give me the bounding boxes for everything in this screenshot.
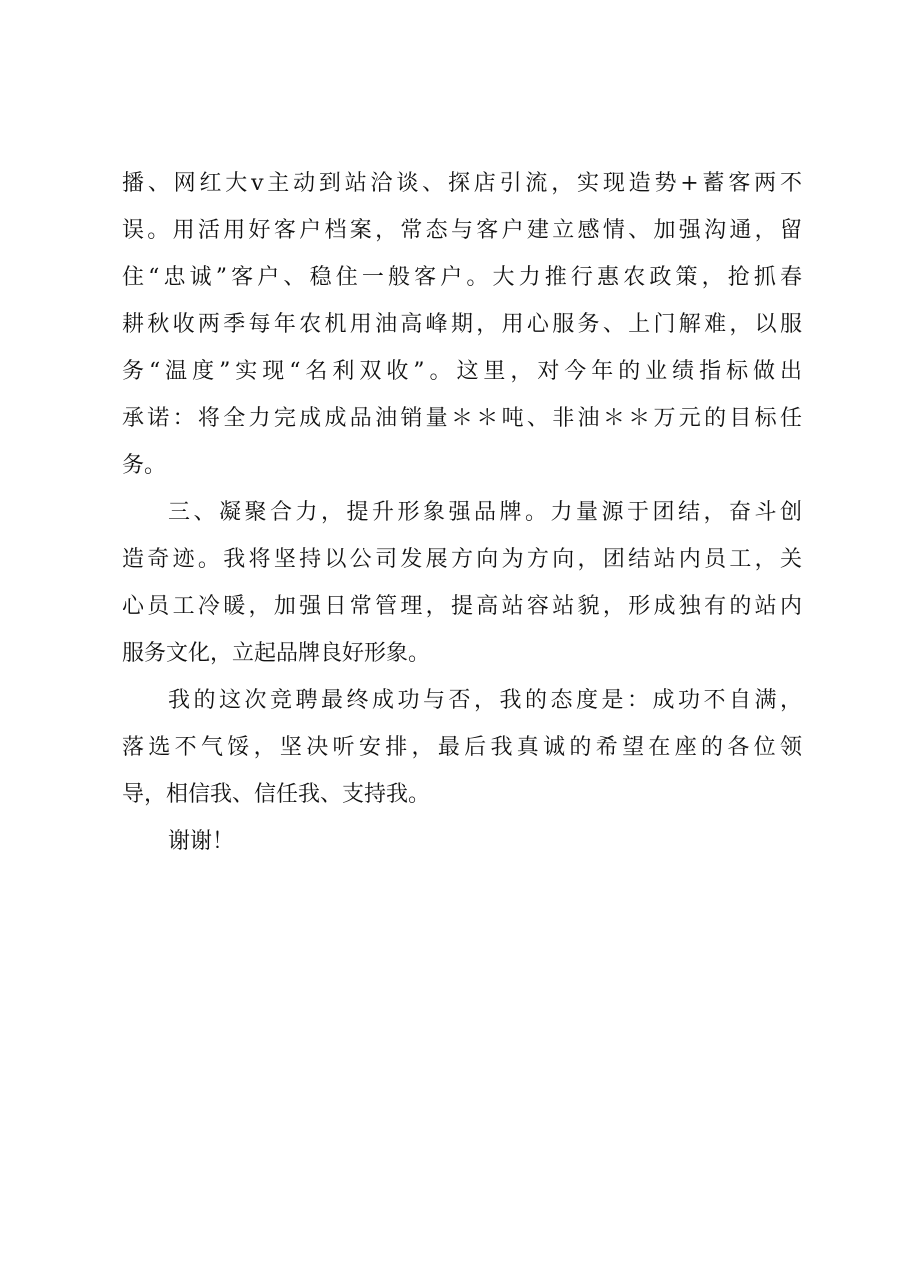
text-line: 误。用活用好客户档案，常态与客户建立感情、加强沟通，留 xyxy=(122,218,802,243)
text-line: 我的这次竞聘最终成功与否，我的态度是：成功不自满， xyxy=(168,688,802,713)
text-line: 服务文化，立起品牌良好形象。 xyxy=(122,641,431,666)
text-line: 造奇迹。我将坚持以公司发展方向为方向，团结站内员工，关 xyxy=(122,547,802,572)
document-body xyxy=(122,160,802,865)
text-line: 务“温度”实现“名利双收”。这里，对今年的业绩指标做出 xyxy=(122,359,802,384)
text-line: 承诺：将全力完成成品油销量＊＊吨、非油＊＊万元的目标任 xyxy=(122,406,802,431)
text-line: 落选不气馁，坚决听安排，最后我真诚的希望在座的各位领 xyxy=(122,735,802,760)
paragraph-attitude xyxy=(122,677,802,818)
closing-thanks: 谢谢！ xyxy=(168,829,235,854)
paragraph-commitment xyxy=(122,160,802,489)
text-line: 耕秋收两季每年农机用油高峰期，用心服务、上门解难，以服 xyxy=(122,312,802,337)
text-line: 播、网红大v主动到站洽谈、探店引流，实现造势+蓄客两不 xyxy=(122,171,802,196)
text-line: 务。 xyxy=(122,453,167,478)
paragraph-thanks xyxy=(122,818,802,865)
text-line: 心员工冷暖，加强日常管理，提高站容站貌，形成独有的站内 xyxy=(122,594,802,619)
text-line: 住“忠诚”客户、稳住一般客户。大力推行惠农政策，抢抓春 xyxy=(122,265,802,290)
text-line: 三、凝聚合力，提升形象强品牌。力量源于团结，奋斗创 xyxy=(168,500,802,525)
text-line: 导，相信我、信任我、支持我。 xyxy=(122,782,431,807)
paragraph-section-three xyxy=(122,489,802,677)
